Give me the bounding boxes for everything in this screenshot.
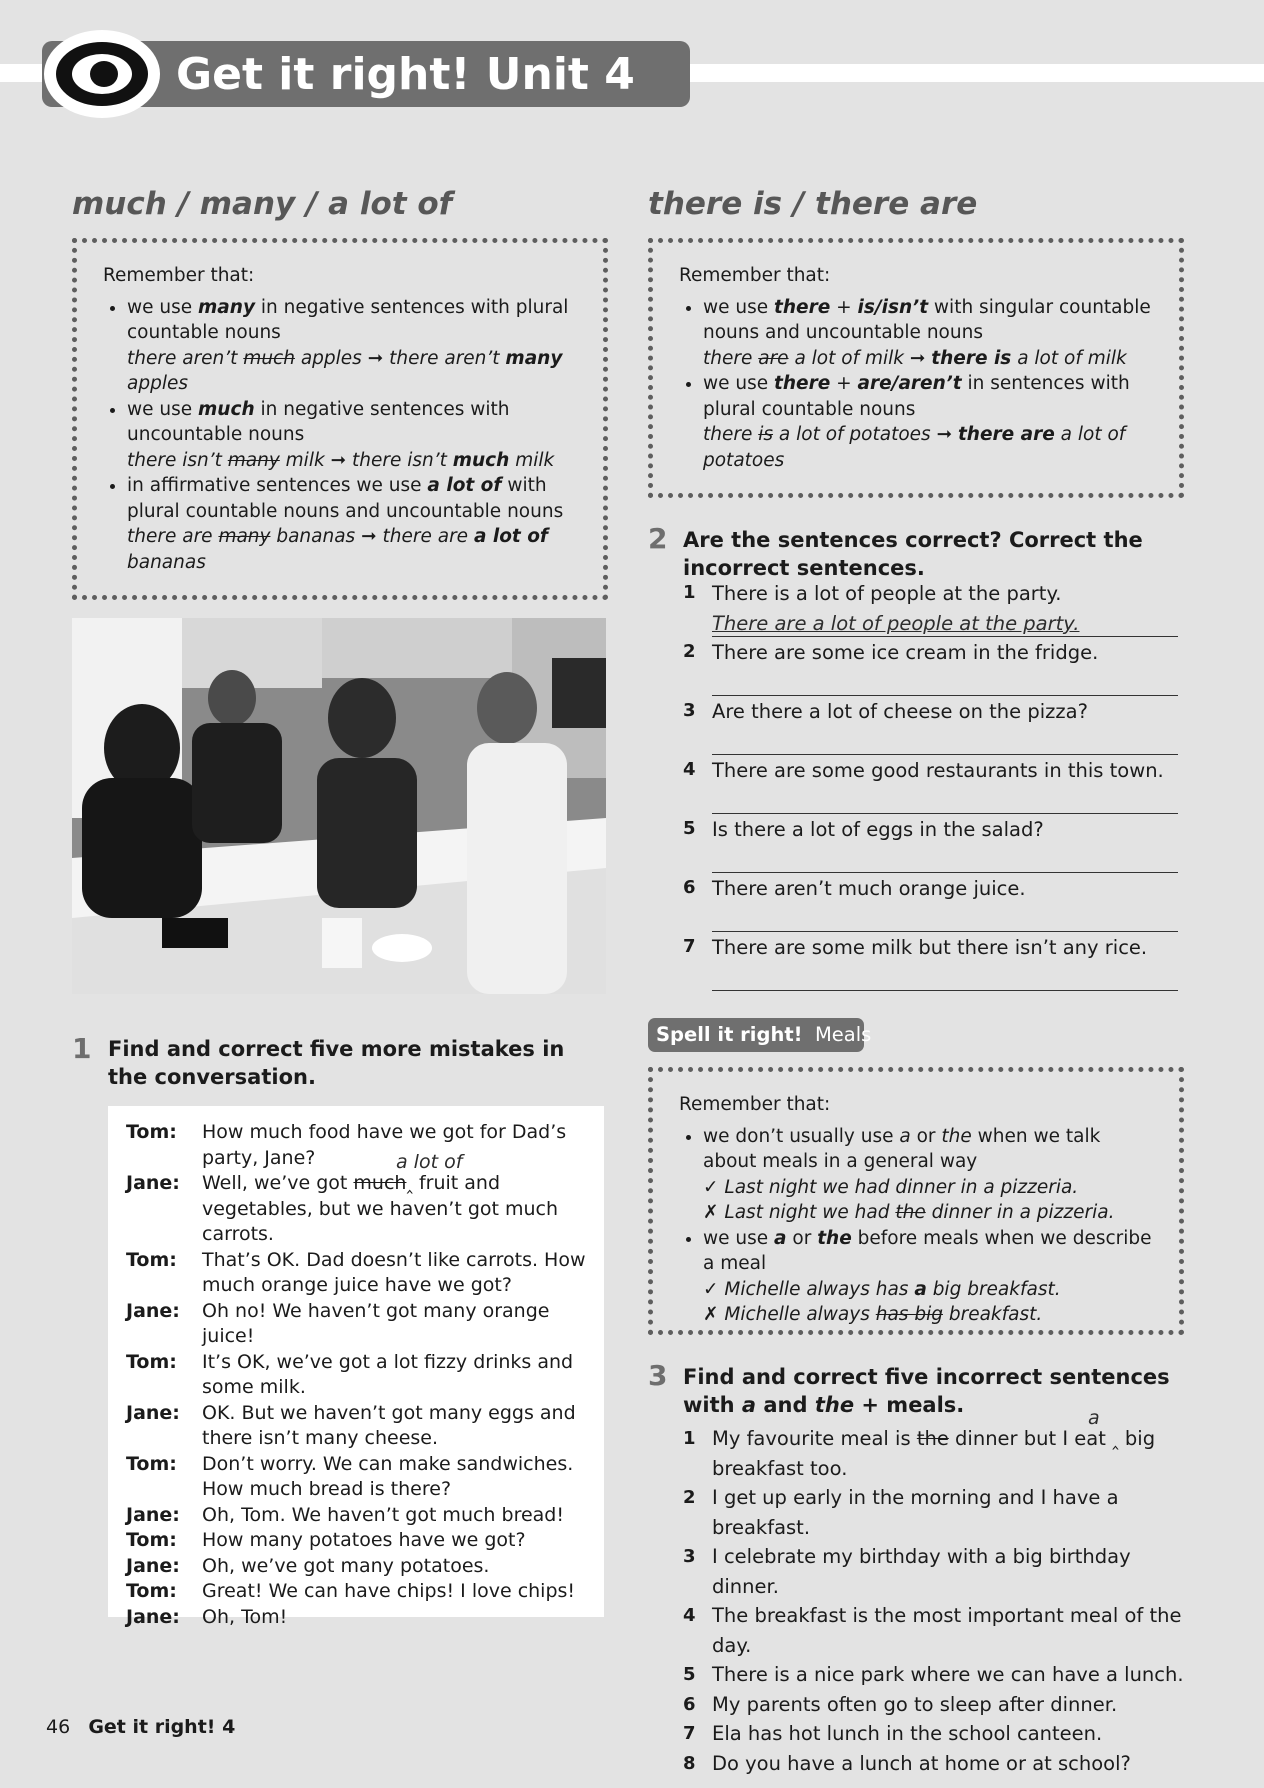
spelling-box-meals bbox=[648, 1067, 1184, 1335]
arrow-icon: ➞ bbox=[330, 449, 347, 471]
dialog-line: Jane: Oh, Tom! bbox=[126, 1605, 288, 1628]
caret-mark: ‸ bbox=[1112, 1427, 1119, 1450]
grammar-box-much-many bbox=[72, 238, 608, 600]
exercise-number: 2 bbox=[648, 522, 668, 555]
tick-icon: ✓ bbox=[703, 1278, 719, 1300]
dialog-line: Tom: Great! We can have chips! I love chips! bbox=[126, 1580, 576, 1602]
dialog-line: Jane: Well, we’ve got much‸ fruit and vegetables, but we haven’t got much carrots. a lot of bbox=[126, 1151, 559, 1245]
rule-example: there are a lot of milk ➞ there is a lot of milk bbox=[703, 347, 1127, 369]
handwritten-correction: a lot of bbox=[396, 1151, 463, 1173]
rule-item: • we don’t usually use a or the when we talk about meals in a general way ✓ Last night we had dinner in a pizzeria. ✗ Last night we had the dinner in a pizzeria. bbox=[703, 1124, 1153, 1226]
spell-it-right-label: Spell it right! Meals bbox=[648, 1018, 864, 1052]
exercise-number: 3 bbox=[648, 1359, 668, 1392]
rule-list bbox=[103, 295, 577, 576]
page-number: 46 bbox=[46, 1716, 71, 1738]
rule-item: • we use many in negative sentences with plural countable nouns there aren’t much apples ➞ there aren’t many apples bbox=[127, 295, 577, 397]
sentence-item: 7 Ela has hot lunch in the school canteen. bbox=[683, 1722, 1103, 1745]
dialog-line: Jane: Oh, we’ve got many potatoes. bbox=[126, 1554, 490, 1577]
sentence-item: 2 I get up early in the morning and I have a breakfast. bbox=[683, 1486, 1119, 1539]
dialog-line: Tom: Don’t worry. We can make sandwiches. How much bread is there? bbox=[126, 1452, 574, 1500]
sentence-item: 8 Do you have a lunch at home or at school? bbox=[683, 1751, 1131, 1775]
dialog-line: Tom: That’s OK. Dad doesn’t like carrots. How much orange juice have we got? bbox=[126, 1248, 586, 1296]
remember-label: Remember that: bbox=[103, 265, 255, 286]
handwritten-insert: a bbox=[1088, 1407, 1100, 1429]
exercise2-items: 1 There is a lot of people at the party. There are a lot of people at the party. 2 There are some ice cream in the fridge. 3 Are there a lot of cheese on the pizza? 4 There are some good restaurants in this town. 5 Is there a lot of eggs in the salad? 6 There aren’t much orange juice. 7 There are some milk but there isn’t any rice. bbox=[683, 582, 1203, 1002]
dialog-line: Jane: Oh, Tom. We haven’t got much bread! bbox=[126, 1503, 564, 1526]
cross-icon: ✗ bbox=[703, 1304, 719, 1325]
teenagers-in-kitchen-image bbox=[72, 618, 606, 994]
rule-list bbox=[679, 1124, 1153, 1328]
exercise3-items bbox=[683, 1407, 1203, 1778]
rule-example: ✓ Last night we had dinner in a pizzeria. bbox=[703, 1176, 1079, 1198]
rule-example: there are many bananas ➞ there are a lot of bananas bbox=[127, 526, 548, 573]
cross-icon: ✗ bbox=[703, 1202, 719, 1223]
sentence-item: 6 My parents often go to sleep after dinner. bbox=[683, 1692, 1118, 1716]
page-title: Get it right! Unit 4 bbox=[176, 49, 635, 100]
answer-line[interactable] bbox=[712, 695, 1178, 696]
exercise-instruction: Are the sentences correct? Correct the incorrect sentences. bbox=[683, 528, 1143, 580]
arrow-icon: ➞ bbox=[909, 347, 926, 369]
arrow-icon: ➞ bbox=[936, 424, 953, 445]
rule-item: • we use much in negative sentences with uncountable nouns there isn’t many milk ➞ there isn’t much milk bbox=[127, 397, 577, 474]
exercise-number: 1 bbox=[72, 1032, 92, 1065]
dialog-line: Tom: It’s OK, we’ve got a lot fizzy drinks and some milk. bbox=[126, 1350, 574, 1398]
section-title-much-many: much / many / a lot of bbox=[72, 186, 453, 222]
rule-item: • in affirmative sentences we use a lot of with plural countable nouns and uncountable nouns there are many bananas ➞ there are a lot of bananas bbox=[127, 473, 577, 575]
rule-list bbox=[679, 295, 1153, 474]
unit-logo bbox=[44, 30, 160, 118]
answer-line[interactable] bbox=[712, 813, 1178, 814]
sentence-item: 1 My favourite meal is the dinner but I eat ‸ big breakfast too. a bbox=[683, 1424, 1203, 1483]
arrow-icon: ➞ bbox=[367, 347, 384, 369]
exercise-instruction: Find and correct five incorrect sentences with a and the + meals. bbox=[683, 1365, 1170, 1417]
grammar-box-there-is bbox=[648, 238, 1184, 498]
arrow-icon: ➞ bbox=[361, 526, 377, 547]
rule-item: • we use there + is/isn’t with singular countable nouns and uncountable nouns there are a lot of milk ➞ there is a lot of milk bbox=[703, 295, 1153, 372]
rule-example: there aren’t much apples ➞ there aren’t many apples bbox=[127, 347, 563, 394]
answer-line[interactable] bbox=[712, 636, 1178, 637]
dialog-line: Jane: OK. But we haven’t got many eggs and there isn’t many cheese. bbox=[126, 1401, 576, 1449]
answer-line[interactable] bbox=[712, 872, 1178, 873]
remember-label: Remember that: bbox=[679, 265, 831, 286]
book-title: Get it right! 4 bbox=[88, 1716, 236, 1738]
answer-line[interactable] bbox=[712, 990, 1178, 991]
sentence-item: 5 There is a nice park where we can have a lunch. bbox=[683, 1663, 1184, 1686]
example-answer: There are a lot of people at the party. bbox=[712, 612, 1080, 635]
kitchen-photo bbox=[72, 618, 606, 994]
rule-example: ✗ Michelle always has big breakfast. bbox=[703, 1304, 1043, 1325]
rule-item: • we use a or the before meals when we describe a meal ✓ Michelle always has a big breakfast. ✗ Michelle always has big breakfast. bbox=[703, 1226, 1153, 1328]
eye-icon bbox=[44, 30, 160, 118]
dialog-line: Tom: How many potatoes have we got? bbox=[126, 1529, 526, 1551]
caret-mark: ‸ bbox=[406, 1172, 413, 1194]
sentence-item: 3 I celebrate my birthday with a big birthday dinner. bbox=[683, 1545, 1131, 1598]
rule-example: there is a lot of potatoes ➞ there are a lot of potatoes bbox=[703, 424, 1126, 471]
rule-item: • we use there + are/aren’t in sentences with plural countable nouns there is a lot of potatoes ➞ there are a lot of potatoes bbox=[703, 371, 1153, 473]
section-title-there-is: there is / there are bbox=[648, 186, 978, 222]
dialog-line: Tom: How much food have we got for Dad’s party, Jane? bbox=[126, 1121, 567, 1169]
answer-line[interactable] bbox=[712, 931, 1178, 932]
rule-example: there isn’t many milk ➞ there isn’t much milk bbox=[127, 449, 555, 471]
rule-example: ✓ Michelle always has a big breakfast. bbox=[703, 1278, 1061, 1300]
exercise-instruction: Find and correct five more mistakes in the conversation. bbox=[108, 1037, 565, 1089]
conversation-box bbox=[108, 1106, 604, 1628]
tick-icon: ✓ bbox=[703, 1176, 719, 1198]
sentence-item: 4 The breakfast is the most important meal of the day. bbox=[683, 1604, 1182, 1657]
remember-label: Remember that: bbox=[679, 1094, 831, 1115]
rule-example: ✗ Last night we had the dinner in a pizzeria. bbox=[703, 1202, 1115, 1223]
page-footer bbox=[46, 1716, 235, 1738]
dialog-line: Jane: Oh no! We haven’t got many orange juice! bbox=[126, 1299, 550, 1347]
answer-line[interactable] bbox=[712, 754, 1178, 755]
